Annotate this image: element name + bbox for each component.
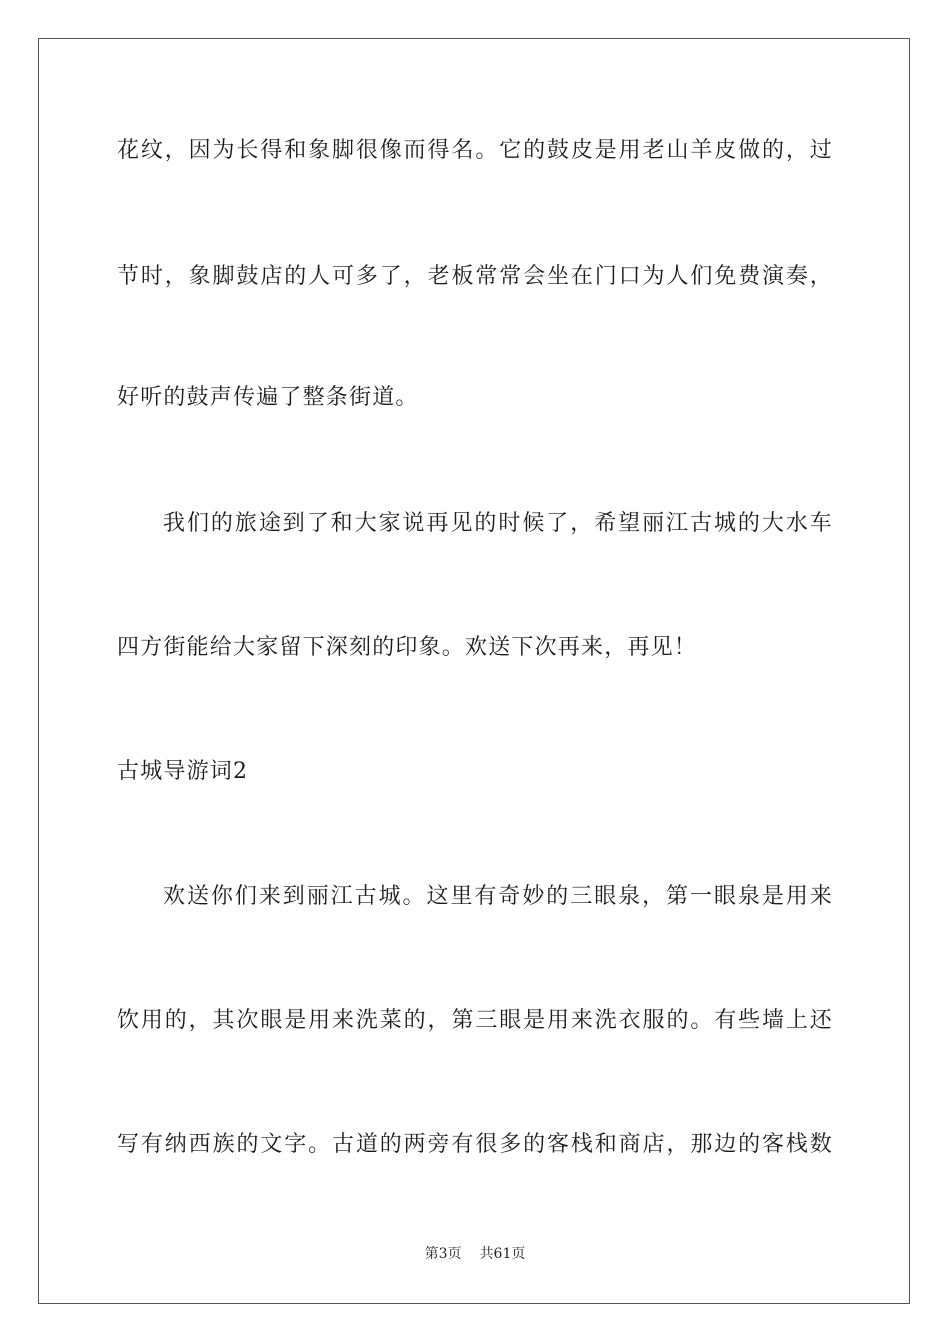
paragraph-line: 节时，象脚鼓店的人可多了，老板常常会坐在门口为人们免费演奏， xyxy=(117,264,833,289)
paragraph-line: 欢送你们来到丽江古城。这里有奇妙的三眼泉，第一眼泉是用来 xyxy=(163,884,833,909)
section-heading: 古城导游词2 xyxy=(117,759,249,784)
paragraph-line: 好听的鼓声传遍了整条街道。 xyxy=(117,385,419,410)
paragraph-line: 写有纳西族的文字。古道的两旁有很多的客栈和商店，那边的客栈数 xyxy=(117,1132,833,1157)
paragraph-line: 我们的旅途到了和大家说再见的时候了，希望丽江古城的大水车 xyxy=(163,511,833,536)
page-border xyxy=(38,38,910,1304)
total-pages: 共61页 xyxy=(479,1246,526,1262)
page-footer xyxy=(0,1244,950,1264)
paragraph-line: 花纹，因为长得和象脚很像而得名。它的鼓皮是用老山羊皮做的，过 xyxy=(117,138,833,163)
current-page-number: 第3页 xyxy=(424,1246,462,1262)
paragraph-line: 四方街能给大家留下深刻的印象。欢送下次再来，再见！ xyxy=(117,635,698,660)
paragraph-line: 饮用的，其次眼是用来洗菜的，第三眼是用来洗衣服的。有些墙上还 xyxy=(117,1008,833,1033)
